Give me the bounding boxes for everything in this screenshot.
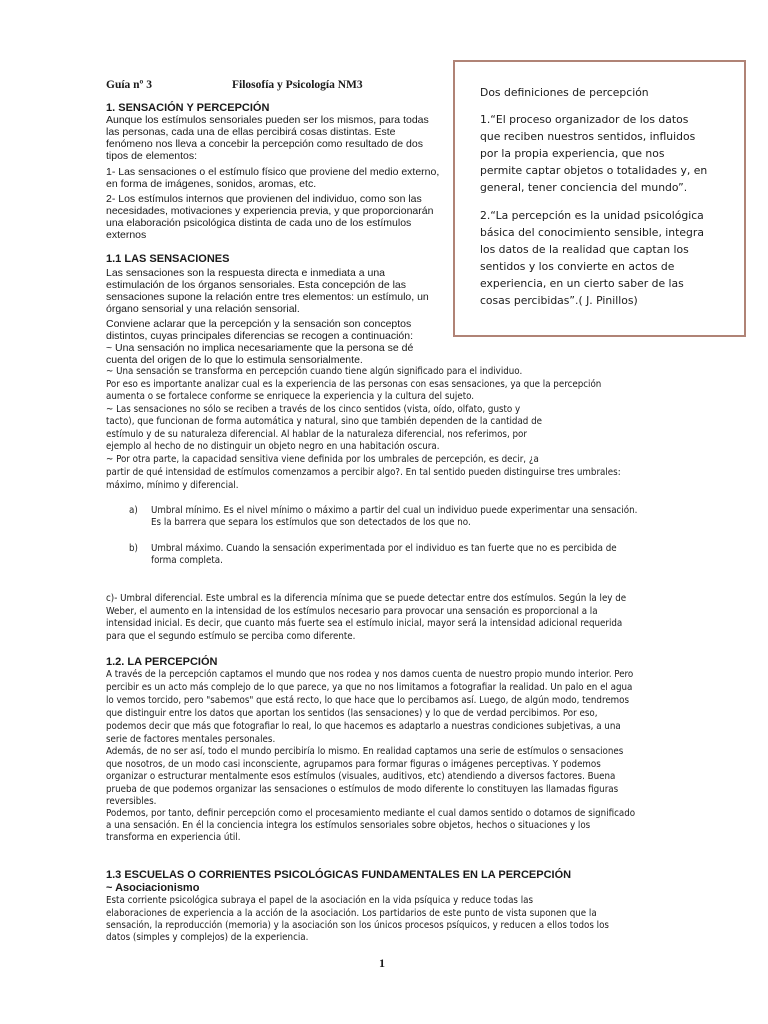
body-line: transforma en experiencia útil.: [106, 832, 241, 843]
body-line: a una sensación. En él la conciencia integra los estímulos sensoriales sobre objetos, hechos o situaciones y los: [106, 820, 591, 831]
body-line: máximo, mínimo y diferencial.: [106, 480, 239, 491]
body-line: ~ Una sensación no implica necesariamente que la persona se dé: [106, 342, 414, 354]
body-line: podemos decir que más que fotografiar lo real, lo que hacemos es adaptarlo a nuestras condiciones subjetivas, a una: [106, 721, 621, 732]
definition-line: sentidos y los convierte en actos de: [480, 260, 675, 273]
definition-line: cosas percibidas”.( J. Pinillos): [480, 294, 638, 307]
list-marker: b): [129, 543, 138, 554]
body-line: órgano sensorial y una relación sensorial.: [106, 303, 300, 315]
definition-line: que reciben nuestros sentidos, influidos: [480, 130, 696, 143]
body-line: para que el segundo estímulo se perciba como diferente.: [106, 631, 356, 642]
definition-line: los datos de la realidad que captan los: [480, 243, 689, 256]
section-heading: 1. SENSACIÓN Y PERCEPCIÓN: [106, 102, 270, 114]
body-line: intensidad inicial. Es decir, que cuanto más fuerte sea el estímulo inicial, mayor será la intensidad adicional requerida: [106, 618, 623, 629]
page-number: 1: [379, 956, 385, 970]
body-line: partir de qué intensidad de estímulos comenzamos a percibir algo?. En tal sentido pueden distinguirse tres umbrales:: [106, 467, 621, 478]
body-line: externos: [106, 229, 147, 241]
body-line: Las sensaciones son la respuesta directa e inmediata a una: [106, 267, 386, 279]
list-item: Umbral máximo. Cuando la sensación experimentada por el individuo es tan fuerte que no es percibida de: [151, 543, 617, 554]
body-line: Esta corriente psicológica subraya el papel de la asociación en la vida psíquica y reduce todas las: [106, 895, 534, 906]
list-item: Es la barrera que separa los estímulos que son detectados de los que no.: [151, 517, 471, 528]
body-line: en forma de imágenes, sonidos, aromas, etc.: [106, 178, 317, 190]
body-line: lo vemos torcido, pero "sabemos" que está recto, lo que hace que lo percibamos así. Luego, de algún modo, tendremos: [106, 695, 630, 706]
body-line: Conviene aclarar que la percepción y la sensación son conceptos: [106, 318, 412, 330]
list-marker: a): [129, 505, 138, 516]
definition-line: 2.“La percepción es la unidad psicológica: [480, 209, 704, 222]
body-line: Además, de no ser así, todo el mundo percibiría lo mismo. En realidad captamos una serie de estímulos o sensaciones: [106, 746, 624, 757]
body-line: datos (simples y complejos) de la experiencia.: [106, 932, 309, 943]
body-line: 2- Los estímulos internos que provienen del individuo, como son las: [106, 193, 422, 205]
body-line: Aunque los estímulos sensoriales pueden ser los mismos, para todas: [106, 114, 429, 126]
body-line: fenómeno nos lleva a concebir la percepción como resultado de dos: [106, 138, 423, 150]
body-line: una elaboración psicológica distinta de cada uno de los estímulos: [106, 217, 412, 229]
definitions-title: Dos definiciones de percepción: [480, 86, 649, 99]
body-line: las personas, cada una de ellas percibirá cosas distintas. Este: [106, 126, 396, 138]
body-line: necesidades, motivaciones y experiencia previa, y que proporcionarán: [106, 205, 434, 217]
body-line: c)- Umbral diferencial. Este umbral es la diferencia mínima que se puede detectar entre dos estímulos. Según la ley de: [106, 593, 627, 604]
body-line: percibir es un acto más complejo de lo que parece, ya que no nos limitamos a fotografiar la realidad. Un palo en el agua: [106, 682, 633, 693]
body-line: aumenta o se fortalece conforme se enriquece la experiencia y la cultura del sujeto.: [106, 391, 475, 402]
body-line: A través de la percepción captamos el mundo que nos rodea y nos damos cuenta de nuestro propio mundo interior. Pero: [106, 669, 634, 680]
body-line: sensación, la reproducción (memoria) y la asociación son los únicos procesos psíquicos, y reducen a ellos todos los: [106, 920, 609, 931]
body-line: elaboraciones de experiencia a la acción de la asociación. Los partidarios de este punto de vista suponen que la: [106, 908, 597, 919]
body-line: estímulo y de su naturaleza diferencial. Al hablar de la naturaleza diferencial, nos referimos, por: [106, 429, 527, 440]
list-item: forma completa.: [151, 555, 223, 566]
section-heading: 1.1 LAS SENSACIONES: [106, 253, 230, 265]
body-line: 1- Las sensaciones o el estímulo físico que proviene del medio externo,: [106, 166, 440, 178]
body-line: prueba de que podemos organizar las sensaciones o estímulos de modo diferente lo constituyen las llamadas figuras: [106, 784, 619, 795]
body-line: tacto), que funcionan de forma automática y natural, sino que también dependen de la cantidad de: [106, 416, 543, 427]
body-line: estimulación de los órganos sensoriales. Esta concepción de las: [106, 279, 407, 291]
body-line: ejemplo al hecho de no distinguir un objeto negro en una habitación oscura.: [106, 441, 440, 452]
body-line: ~ Una sensación se transforma en percepción cuando tiene algún significado para el individuo.: [106, 366, 523, 377]
body-line: que nosotros, de un modo casi inconsciente, agrupamos para formar figuras o imágenes perceptivas. Y podemos: [106, 759, 601, 770]
body-line: distintos, cuyas principales diferencias se recogen a continuación:: [106, 330, 414, 342]
body-line: que distinguir entre los datos que aportan los sentidos (las sensaciones) y lo que de verdad percibimos. Por eso,: [106, 708, 598, 719]
body-line: organizar o estructurar mentalmente esos estímulos (visuales, auditivos, etc) atendiendo a diversos factores. Buena: [106, 771, 616, 782]
body-line: Por eso es importante analizar cual es la experiencia de las personas con esas sensaciones, ya que la percepción: [106, 379, 602, 390]
list-item: Umbral mínimo. Es el nivel mínimo o máximo a partir del cual un individuo puede experimentar una sensación.: [151, 505, 638, 516]
subject-title: Filosofía y Psicología NM3: [232, 79, 363, 91]
body-line: ~ Las sensaciones no sólo se reciben a través de los cinco sentidos (vista, oído, olfato, gusto y: [106, 404, 521, 415]
body-line: Podemos, por tanto, definir percepción como el procesamiento mediante el cual damos sentido o dotamos de significado: [106, 808, 636, 819]
definition-line: básica del conocimiento sensible, integra: [480, 226, 704, 239]
body-line: ~ Por otra parte, la capacidad sensitiva viene definida por los umbrales de percepción, es decir, ¿a: [106, 454, 539, 465]
body-line: serie de factores mentales personales.: [106, 734, 276, 745]
body-line: sensaciones supone la relación entre tres elementos: un estímulo, un: [106, 291, 429, 303]
guide-number: Guía nº 3: [106, 79, 152, 91]
subsection-heading: ~ Asociacionismo: [106, 882, 200, 894]
section-heading: 1.2. LA PERCEPCIÓN: [106, 656, 218, 668]
definition-line: por la propia experiencia, que nos: [480, 147, 665, 160]
body-line: cuenta del origen de lo que lo estimula sensorialmente.: [106, 354, 363, 366]
definition-line: 1.“El proceso organizador de los datos: [480, 113, 689, 126]
definition-line: experiencia, en un cierto saber de las: [480, 277, 684, 290]
definition-line: permite captar objetos o totalidades y, en: [480, 164, 708, 177]
body-line: tipos de elementos:: [106, 150, 198, 162]
section-heading: 1.3 ESCUELAS O CORRIENTES PSICOLÓGICAS FUNDAMENTALES EN LA PERCEPCIÓN: [106, 869, 572, 881]
body-line: Weber, el aumento en la intensidad de los estímulos necesario para provocar una sensación es proporcional a la: [106, 606, 598, 617]
body-line: reversibles.: [106, 796, 157, 807]
definition-line: general, tener conciencia del mundo”.: [480, 181, 688, 194]
